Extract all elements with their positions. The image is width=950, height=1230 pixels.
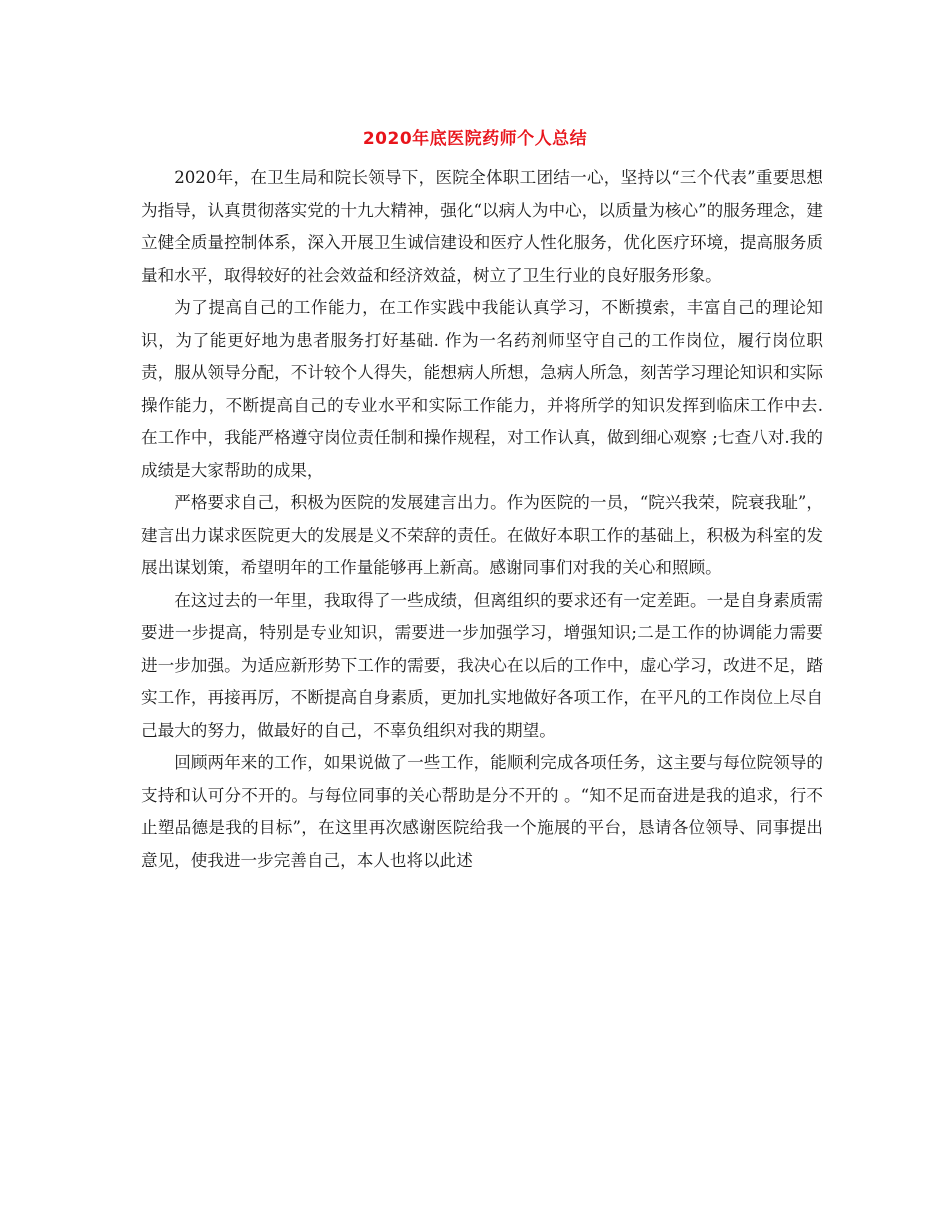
document-title: 2020年底医院药师个人总结	[362, 129, 588, 149]
paragraph-2: 为了提高自己的工作能力，在工作实践中我能认真学习，不断摸索，丰富自己的理论知识，为了能更好地为患者服务打好基础. 作为一名药剂师坚守自己的工作岗位，履行岗位职责，服从领导分配，不计较个人得失，能想病人所想，急病人所急，刻苦学习理论知识和实际操作能力，不断提高自己的专业水平和实际工作能力，并将所学的知识发挥到临床工作中去. 在工作中，我能严格遵守岗位责任制和操作规程，对工作认真，做到细心观察 ;七查八对.我的成绩是大家帮助的成果，	[141, 298, 823, 480]
paragraph-1: 2020年，在卫生局和院长领导下，医院全体职工团结一心，坚持以“三个代表”重要思想为指导，认真贯彻落实党的十九大精神，强化“以病人为中心，以质量为核心”的服务理念，建立健全质量控制体系，深入开展卫生诚信建设和医疗人性化服务，优化医疗环境，提高服务质量和水平，取得较好的社会效益和经济效益，树立了卫生行业的良好服务形象。	[141, 168, 823, 285]
document-body	[141, 162, 823, 877]
paragraph-5: 回顾两年来的工作，如果说做了一些工作，能顺利完成各项任务，这主要与每位院领导的支持和认可分不开的。与每位同事的关心帮助是分不开的 。“知不足而奋进是我的追求，行不止塑品德是我的目标”，在这里再次感谢医院给我一个施展的平台，恳请各位领导、同事提出意见，使我进一步完善自己，本人也将以此述	[141, 753, 823, 870]
paragraph-4: 在这过去的一年里，我取得了一些成绩，但离组织的要求还有一定差距。一是自身素质需要进一步提高，特别是专业知识，需要进一步加强学习，增强知识;二是工作的协调能力需要进一步加强。为适应新形势下工作的需要，我决心在以后的工作中，虚心学习，改进不足，踏实工作，再接再厉，不断提高自身素质，更加扎实地做好各项工作，在平凡的工作岗位上尽自己最大的努力，做最好的自己，不辜负组织对我的期望。	[141, 590, 823, 740]
paragraph-3: 严格要求自己，积极为医院的发展建言出力。作为医院的一员，“院兴我荣，院衰我耻”，建言出力谋求医院更大的发展是义不荣辞的责任。在做好本职工作的基础上，积极为科室的发展出谋划策，希望明年的工作量能够再上新高。感谢同事们对我的关心和照顾。	[141, 493, 823, 577]
